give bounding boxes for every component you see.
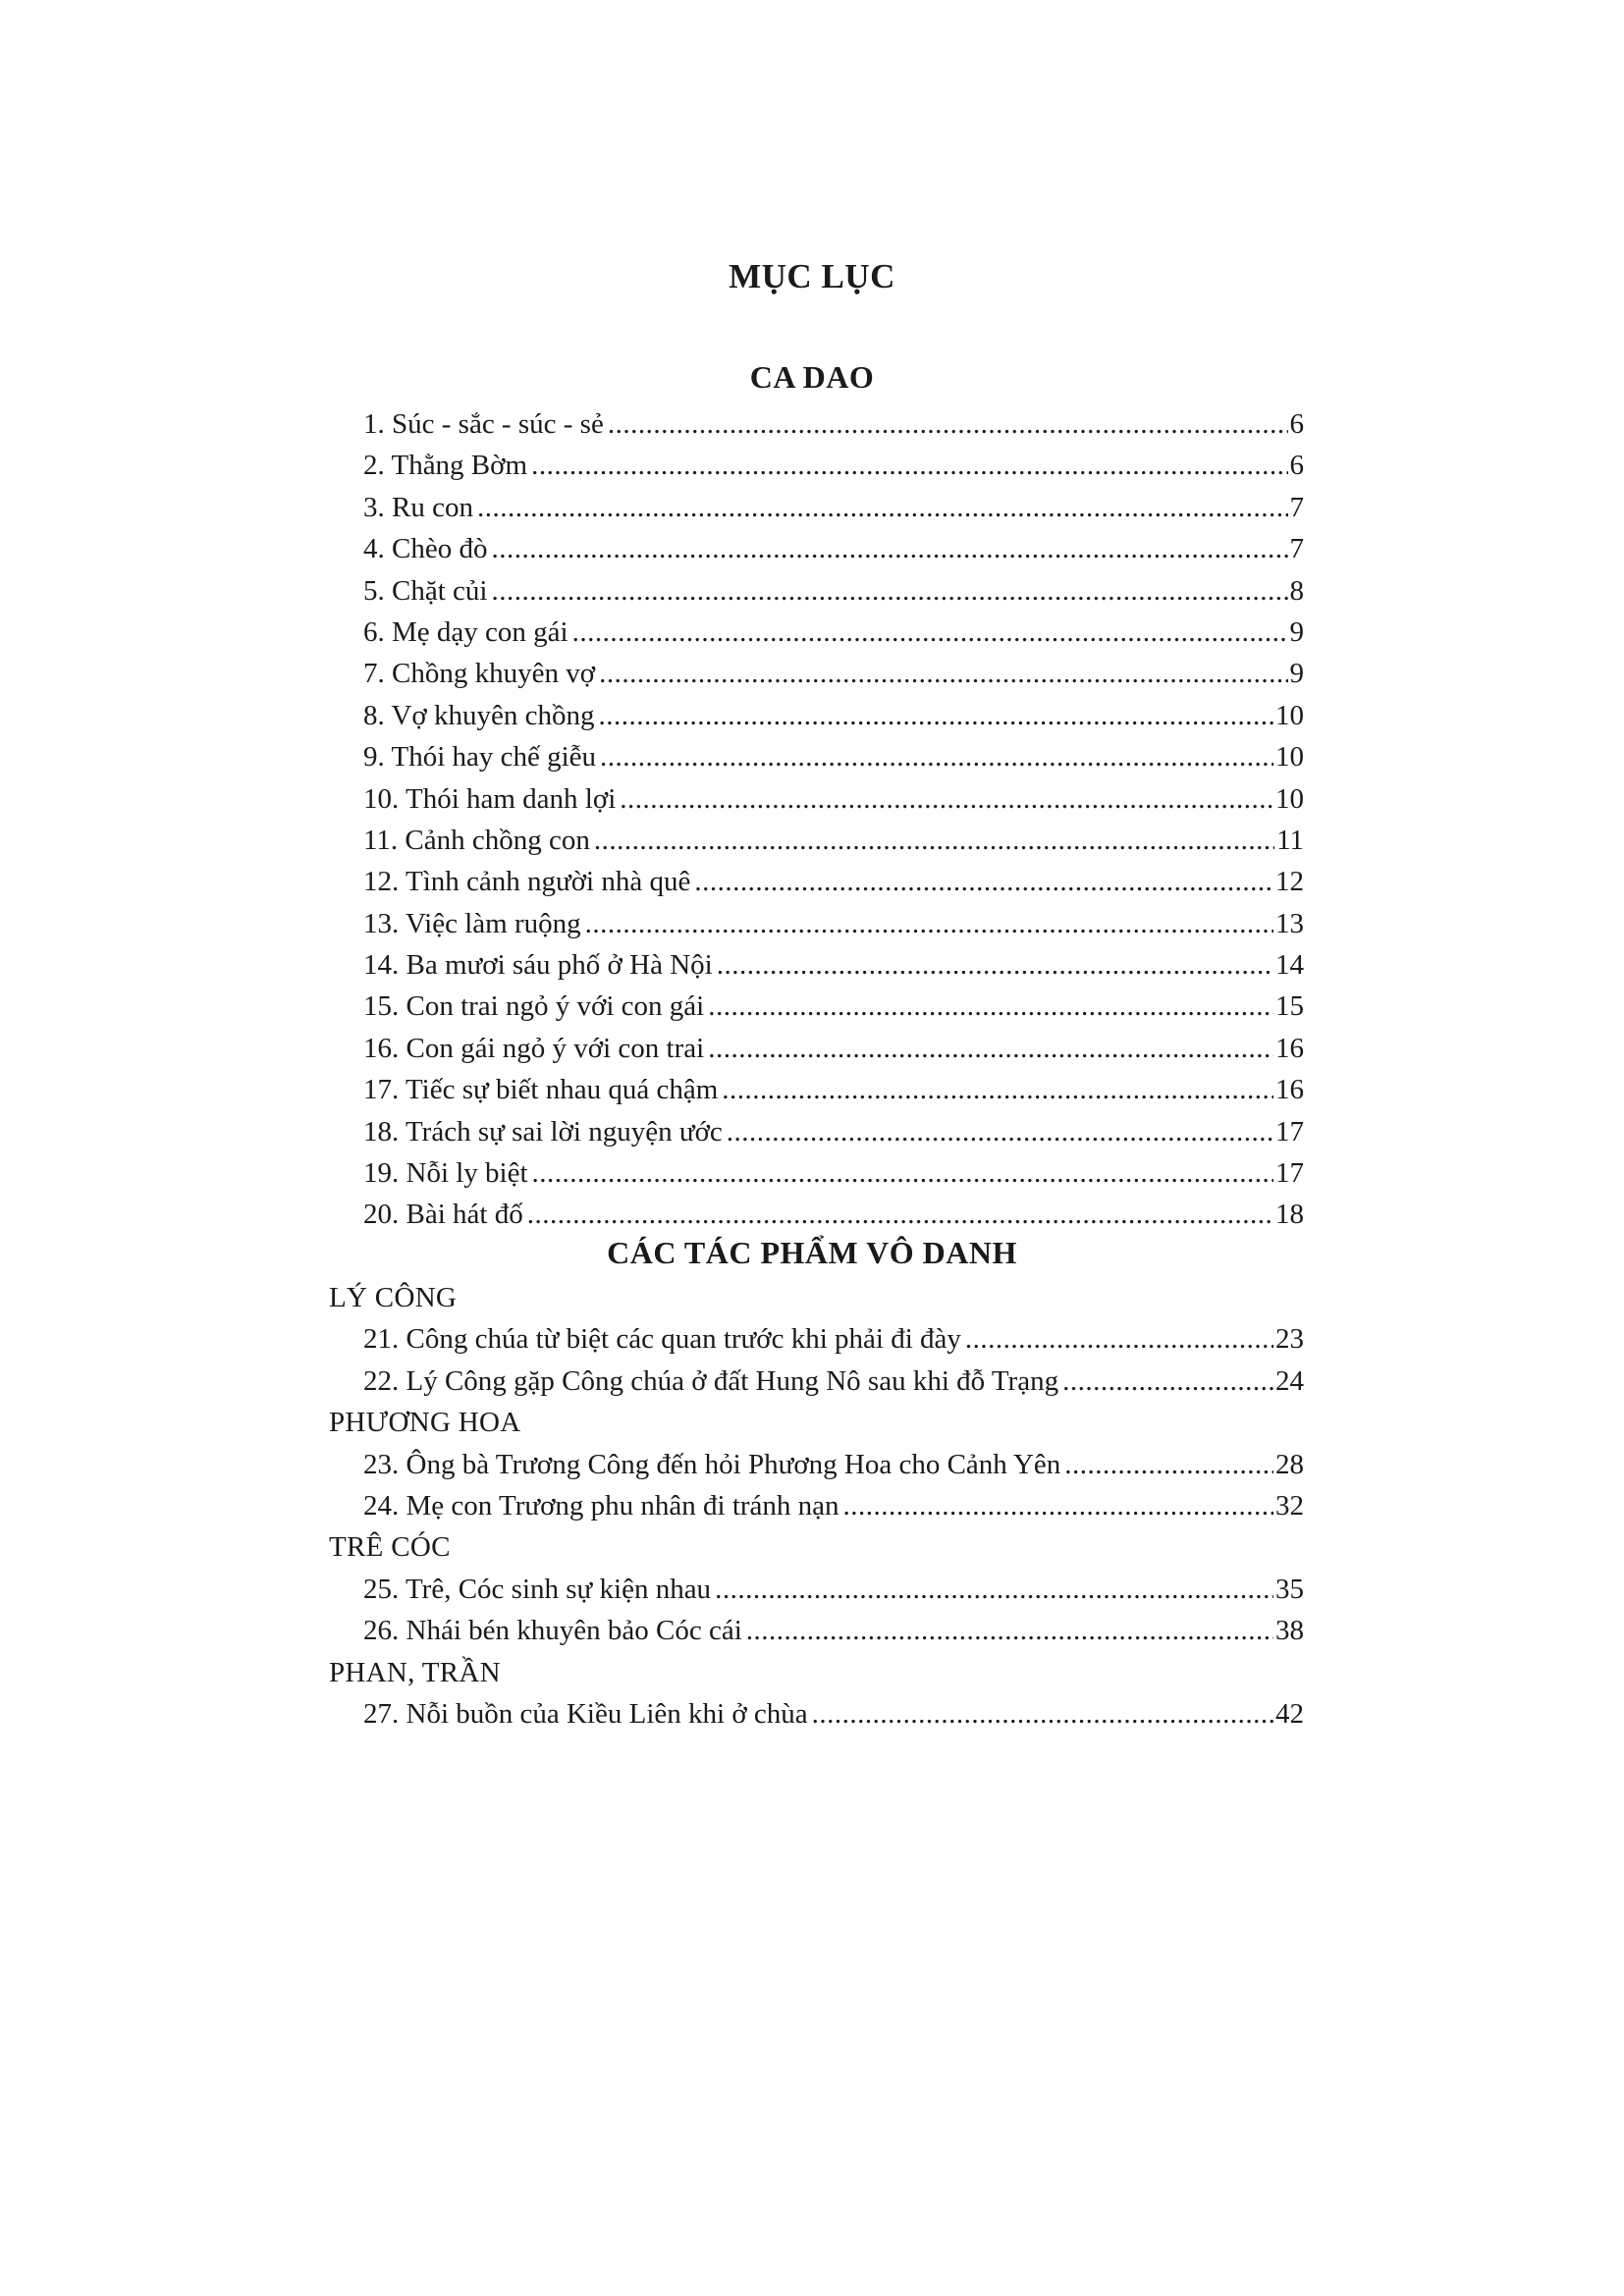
toc-page-number: 17 xyxy=(1275,1115,1304,1148)
dot-leader xyxy=(491,528,1287,569)
toc-page-number: 6 xyxy=(1289,408,1304,440)
dot-leader xyxy=(572,612,1288,653)
toc-entry[interactable] xyxy=(363,778,1304,820)
dot-leader xyxy=(708,1028,1273,1069)
dot-leader xyxy=(477,487,1288,528)
toc-entry-label: 11. Cảnh chồng con xyxy=(363,824,590,856)
toc-entry[interactable] xyxy=(363,861,1304,902)
toc-entry-label: 15. Con trai ngỏ ý với con gái xyxy=(363,990,705,1023)
dot-leader xyxy=(965,1318,1273,1360)
toc-entry[interactable] xyxy=(363,1194,1304,1235)
dot-leader xyxy=(599,653,1287,694)
toc-entry-label: 23. Ông bà Trương Công đến hỏi Phương Hoa cho Cảnh Yên xyxy=(363,1448,1061,1480)
dot-leader xyxy=(715,1569,1273,1610)
toc-entry-label: 27. Nỗi buồn của Kiều Liên khi ở chùa xyxy=(363,1697,808,1730)
section-heading-vo-danh: CÁC TÁC PHẨM VÔ DANH xyxy=(607,1235,1017,1270)
dot-leader xyxy=(599,695,1274,736)
dot-leader xyxy=(491,570,1287,612)
toc-page-number: 10 xyxy=(1275,741,1304,774)
toc-entry[interactable] xyxy=(363,1152,1304,1194)
toc-page-number: 16 xyxy=(1275,1032,1304,1064)
toc-entry[interactable] xyxy=(363,570,1304,612)
toc-entry-label: 3. Ru con xyxy=(363,491,473,523)
toc-page-number: 9 xyxy=(1289,615,1304,648)
dot-leader xyxy=(727,1111,1273,1152)
toc-entry[interactable] xyxy=(363,695,1304,736)
toc-entry[interactable] xyxy=(363,1693,1304,1735)
group-label-phan-tran: PHAN, TRẦN xyxy=(329,1656,501,1688)
toc-page-number: 16 xyxy=(1275,1074,1304,1106)
dot-leader xyxy=(585,903,1273,944)
dot-leader xyxy=(722,1069,1273,1110)
toc-entry-label: 7. Chồng khuyên vợ xyxy=(363,658,596,690)
dot-leader xyxy=(608,403,1288,445)
dot-leader xyxy=(812,1693,1273,1735)
dot-leader xyxy=(717,944,1273,986)
dot-leader xyxy=(531,445,1287,486)
group-label-ly-cong: LÝ CÔNG xyxy=(329,1282,458,1313)
dot-leader xyxy=(843,1485,1273,1526)
toc-entry-label: 10. Thói ham danh lợi xyxy=(363,782,617,815)
dot-leader xyxy=(527,1194,1273,1235)
toc-entry-label: 25. Trê, Cóc sinh sự kiện nhau xyxy=(363,1573,712,1605)
toc-entry[interactable] xyxy=(363,445,1304,486)
toc-page-number: 32 xyxy=(1275,1489,1304,1522)
toc-entry[interactable] xyxy=(363,487,1304,528)
toc-list-vo-danh xyxy=(329,1277,1304,1735)
toc-entry[interactable] xyxy=(363,403,1304,445)
toc-entry-label: 20. Bài hát đố xyxy=(363,1199,523,1231)
toc-entry[interactable] xyxy=(363,1569,1304,1610)
toc-entry-label: 19. Nỗi ly biệt xyxy=(363,1157,528,1190)
toc-page-number: 42 xyxy=(1275,1697,1304,1730)
dot-leader xyxy=(1064,1444,1273,1485)
toc-page-number: 38 xyxy=(1275,1615,1304,1647)
toc-page-number: 8 xyxy=(1289,574,1304,607)
toc-page-number: 10 xyxy=(1275,699,1304,731)
toc-page-number: 10 xyxy=(1275,782,1304,815)
toc-entry[interactable] xyxy=(363,653,1304,694)
toc-entry[interactable] xyxy=(363,528,1304,569)
toc-page-number: 23 xyxy=(1275,1323,1304,1356)
toc-page-number: 15 xyxy=(1275,990,1304,1023)
dot-leader xyxy=(532,1152,1273,1194)
toc-entry[interactable] xyxy=(363,612,1304,653)
toc-entry[interactable] xyxy=(363,1361,1304,1402)
group-label-phuong-hoa: PHƯƠNG HOA xyxy=(329,1407,521,1439)
toc-entry[interactable] xyxy=(363,1444,1304,1485)
toc-page-number: 9 xyxy=(1289,658,1304,690)
section-heading-ca-dao: CA DAO xyxy=(749,359,875,395)
toc-list-ca-dao xyxy=(363,403,1304,1236)
dot-leader xyxy=(620,778,1273,820)
group-label-tre-coc: TRÊ CÓC xyxy=(329,1531,451,1564)
toc-entry-label: 5. Chặt củi xyxy=(363,574,488,607)
toc-entry-label: 4. Chèo đò xyxy=(363,533,488,565)
toc-page-number: 7 xyxy=(1289,491,1304,523)
toc-page-number: 6 xyxy=(1289,450,1304,482)
toc-page-number: 7 xyxy=(1289,533,1304,565)
toc-entry[interactable] xyxy=(363,1069,1304,1110)
toc-entry[interactable] xyxy=(363,1485,1304,1526)
toc-entry[interactable] xyxy=(363,820,1304,861)
toc-entry[interactable] xyxy=(363,944,1304,986)
toc-entry-label: 22. Lý Công gặp Công chúa ở đất Hung Nô sau khi đỗ Trạng xyxy=(363,1364,1059,1397)
toc-page-number: 14 xyxy=(1275,949,1304,982)
page-title: MỤC LỤC xyxy=(729,257,895,295)
toc-entry-label: 12. Tình cảnh người nhà quê xyxy=(363,866,691,898)
toc-entry-label: 16. Con gái ngỏ ý với con trai xyxy=(363,1032,705,1064)
toc-entry[interactable] xyxy=(363,1111,1304,1152)
toc-page-number: 35 xyxy=(1275,1573,1304,1605)
toc-entry-label: 13. Việc làm ruộng xyxy=(363,907,581,939)
toc-page-number: 28 xyxy=(1275,1448,1304,1480)
dot-leader xyxy=(746,1610,1273,1651)
toc-page-number: 17 xyxy=(1275,1157,1304,1190)
toc-page-number: 18 xyxy=(1275,1199,1304,1231)
toc-page-number: 11 xyxy=(1276,824,1304,856)
dot-leader xyxy=(600,736,1273,777)
dot-leader xyxy=(694,861,1273,902)
toc-entry-label: 8. Vợ khuyên chồng xyxy=(363,699,595,731)
toc-entry-label: 26. Nhái bén khuyên bảo Cóc cái xyxy=(363,1615,742,1647)
toc-entry[interactable] xyxy=(363,1318,1304,1360)
dot-leader xyxy=(708,986,1273,1027)
toc-entry-label: 2. Thằng Bờm xyxy=(363,450,528,482)
toc-entry-label: 14. Ba mươi sáu phố ở Hà Nội xyxy=(363,949,713,982)
toc-entry[interactable] xyxy=(363,986,1304,1027)
toc-page-number: 13 xyxy=(1275,907,1304,939)
toc-entry[interactable] xyxy=(363,1610,1304,1651)
toc-entry-label: 18. Trách sự sai lời nguyện ước xyxy=(363,1115,723,1148)
toc-entry[interactable] xyxy=(363,1028,1304,1069)
dot-leader xyxy=(594,820,1274,861)
toc-entry-label: 9. Thói hay chế giễu xyxy=(363,741,597,774)
dot-leader xyxy=(1062,1361,1273,1402)
toc-entry-label: 24. Mẹ con Trương phu nhân đi tránh nạn xyxy=(363,1489,839,1522)
toc-entry-label: 6. Mẹ dạy con gái xyxy=(363,615,568,648)
toc-entry[interactable] xyxy=(363,903,1304,944)
toc-entry-label: 21. Công chúa từ biệt các quan trước khi phải đi đày xyxy=(363,1323,961,1356)
toc-page-number: 12 xyxy=(1275,866,1304,898)
toc-page-number: 24 xyxy=(1275,1364,1304,1397)
toc-entry[interactable] xyxy=(363,736,1304,777)
toc-entry-label: 1. Súc - sắc - súc - sẻ xyxy=(363,408,604,440)
toc-entry-label: 17. Tiếc sự biết nhau quá chậm xyxy=(363,1074,719,1106)
